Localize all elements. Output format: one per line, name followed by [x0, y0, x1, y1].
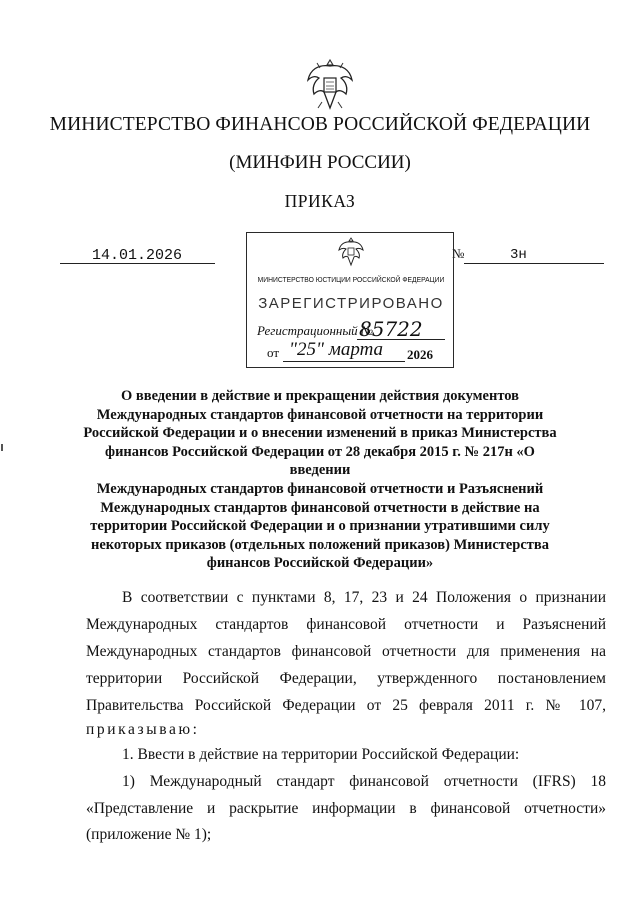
coat-of-arms-emblem: [300, 56, 360, 114]
stamp-date-prefix: от: [267, 345, 280, 360]
margin-mark: [1, 444, 3, 451]
order-date: 14.01.2026: [92, 247, 183, 264]
title-line: финансов Российской Федерации»: [206, 555, 434, 572]
body-line: (приложение № 1);: [86, 826, 212, 843]
title-line: Международных стандартов финансовой отчетности в действие на: [100, 499, 540, 516]
body-line-order-word: приказываю:: [86, 721, 200, 738]
body-line: Международных стандартов финансовой отчетности и Разъяснений: [86, 616, 606, 633]
body-line: Международных стандартов финансовой отчетности для применения на: [86, 643, 606, 660]
title-line: финансов Российской Федерации от 28 декабря 2015 г. № 217н «О введении: [105, 443, 535, 479]
order-title: [80, 387, 560, 573]
stamp-registration-number: 85722: [359, 317, 423, 341]
title-line: Российской Федерации и о внесении изменений в приказ Министерства: [83, 425, 557, 442]
title-line: Международных стандартов финансовой отчетности на территории: [96, 406, 544, 423]
date-underline: [60, 263, 215, 264]
title-line: Международных стандартов финансовой отчетности и Разъяснений: [96, 480, 544, 497]
body-line: территории Российской Федерации, утвержденного постановлением: [86, 670, 606, 687]
order-number: 3н: [510, 247, 527, 263]
ministry-name: МИНИСТЕРСТВО ФИНАНСОВ РОССИЙСКОЙ ФЕДЕРАЦИИ: [49, 114, 591, 135]
body-line: 1. Ввести в действие на территории Российской Федерации:: [122, 746, 520, 763]
number-underline: [464, 263, 604, 264]
stamp-emblem-icon: [335, 237, 367, 267]
stamp-year: 2026: [407, 347, 433, 362]
stamp-date-underline: [283, 361, 405, 362]
title-line: О введении в действие и прекращении действия документов: [121, 388, 519, 404]
registration-stamp: [246, 232, 454, 368]
body-line: Правительства Российской Федерации от 25 февраля 2011 г. № 107,: [86, 697, 606, 714]
body-line: «Представление и раскрытие информации в финансовой отчетности»: [86, 800, 606, 817]
stamp-ministry-name: МИНИСТЕРСТВО ЮСТИЦИИ РОССИЙСКОЙ ФЕДЕРАЦИИ: [257, 275, 445, 284]
document-type: ПРИКАЗ: [284, 191, 356, 211]
stamp-registered-label: ЗАРЕГИСТРИРОВАНО: [258, 295, 444, 312]
body-line: 1) Международный стандарт финансовой отчетности (IFRS) 18: [122, 773, 606, 790]
stamp-handwritten-date: "25" марта: [289, 339, 384, 360]
ministry-short-name: (МИНФИН РОССИИ): [229, 152, 411, 173]
title-line: некоторых приказов (отдельных положений приказов) Министерства: [90, 536, 550, 553]
title-line: территории Российской Федерации и о признании утратившими силу: [90, 518, 550, 535]
number-sign: №: [452, 246, 465, 261]
body-line: В соответствии с пунктами 8, 17, 23 и 24 Положения о признании: [122, 589, 606, 606]
stamp-registration-number-label: Регистрационный №: [257, 323, 374, 338]
